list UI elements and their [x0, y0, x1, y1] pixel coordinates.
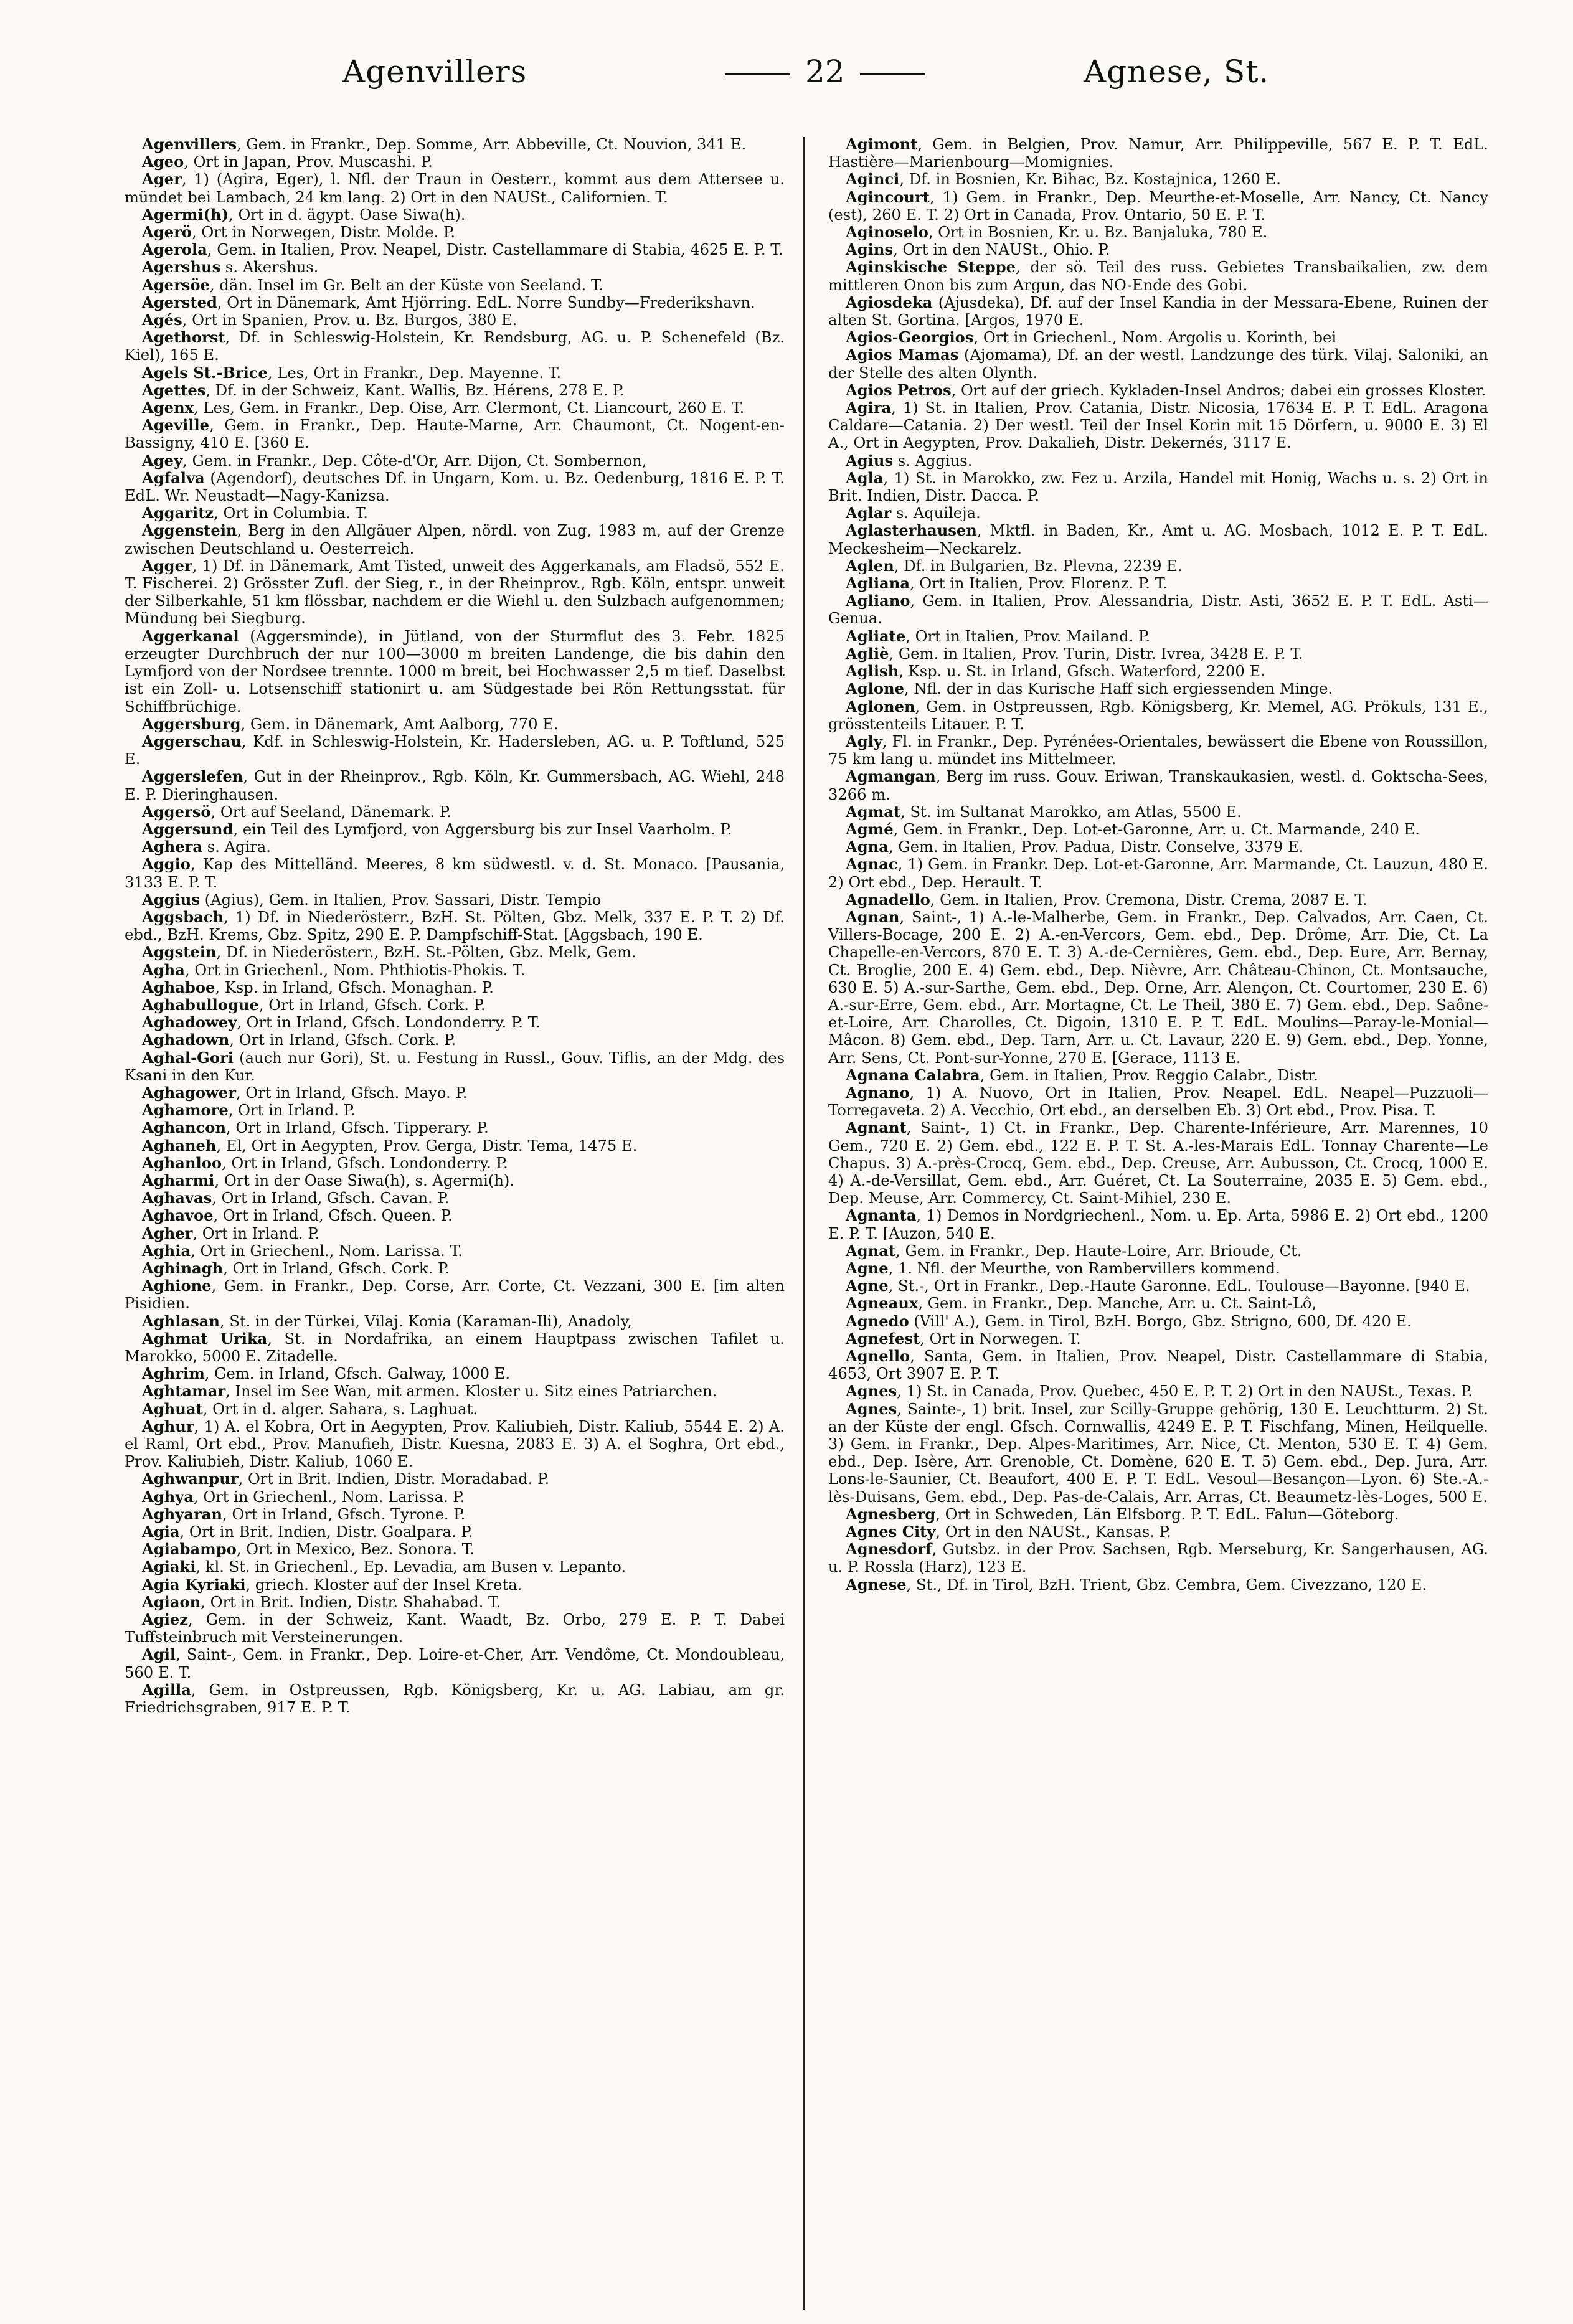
dictionary-entry: Agia Kyriaki, griech. Kloster auf der Insel Kreta.	[142, 1575, 522, 1594]
entry-headword: Agenvillers	[142, 136, 237, 153]
entry-headword: Agne	[846, 1277, 889, 1295]
entry-headword: Agenx	[142, 399, 194, 417]
entry-headword: Agermi(h)	[142, 205, 229, 224]
entry-headword: Aginskische Steppe	[846, 258, 1016, 276]
header-left-term: Agenvillers	[342, 54, 527, 90]
dictionary-entry: Agla, 1) St. in Marokko, zw. Fez u. Arzila, Handel mit Honig, Wachs u. s. 2) Ort in Brit. Indien, Distr. Dacca. P.	[828, 468, 1488, 505]
entry-headword: Agels St.-Brice	[142, 363, 268, 382]
dictionary-entry: Agenx, Les, Gem. in Frankr., Dep. Oise, Arr. Clermont, Ct. Liancourt, 260 E. T.	[142, 399, 745, 417]
entry-headword: Agethorst	[142, 328, 225, 347]
dictionary-entry: Agenvillers, Gem. in Frankr., Dep. Somme, Arr. Abbeville, Ct. Nouvion, 341 E.	[142, 136, 747, 153]
entry-headword: Aghuat	[142, 1399, 203, 1418]
dictionary-entry: Aghavoe, Ort in Irland, Gfsch. Queen. P.	[142, 1206, 453, 1225]
dictionary-entry: Agmangan, Berg im russ. Gouv. Eriwan, Transkaukasien, westl. d. Goktscha-Sees, 3266 m.	[828, 767, 1488, 803]
dictionary-entry: Agnello, Santa, Gem. in Italien, Prov. Neapel, Distr. Castellammare di Stabia, 4653, Ort 3907 E. P. T.	[828, 1347, 1488, 1383]
entry-headword: Agius	[846, 451, 894, 470]
entry-headword: Agins	[846, 240, 894, 259]
dictionary-entry: Agna, Gem. in Italien, Prov. Padua, Distr. Conselve, 3379 E.	[846, 838, 1304, 856]
entry-headword: Aggersund	[142, 820, 234, 838]
entry-headword: Agnese	[846, 1575, 907, 1594]
entry-headword: Agia	[142, 1523, 180, 1541]
entry-headword: Agher	[142, 1224, 193, 1242]
entry-headword: Aggio	[142, 855, 191, 874]
dictionary-entry: Agneaux, Gem. in Frankr., Dep. Manche, Arr. u. Ct. Saint-Lô,	[846, 1294, 1317, 1313]
entry-headword: Ageville	[142, 416, 210, 435]
entry-headword: Agiabampo	[142, 1540, 237, 1559]
dictionary-entry: Aghamore, Ort in Irland. P.	[142, 1101, 356, 1120]
dictionary-entry: Ageville, Gem. in Frankr., Dep. Haute-Marne, Arr. Chaumont, Ct. Nogent-en-Bassigny, 410 E. [360 E.	[125, 416, 785, 452]
entry-headword: Aglasterhausen	[846, 521, 977, 540]
dictionary-entry: Aggio, Kap des Mittelländ. Meeres, 8 km südwestl. v. d. St. Monaco. [Pausania, 3133 E. P. T.	[125, 855, 785, 891]
dictionary-entry: Agiosdeka (Ajusdeka), Df. auf der Insel Kandia in der Messara-Ebene, Ruinen der alten St. Gortina. [Argos, 1970 E.	[828, 293, 1488, 329]
entry-headword: Agliate	[846, 626, 906, 645]
entry-headword: Aghtamar	[142, 1382, 226, 1401]
dictionary-entry: Agios Mamas (Ajomama), Df. an der westl. Landzunge des türk. Vilaj. Saloniki, an der Stelle des alten Olynth.	[828, 346, 1488, 382]
dictionary-entry: Agnano, 1) A. Nuovo, Ort in Italien, Prov. Neapel. EdL. Neapel—Puzzuoli—Torregaveta. 2) A. Vecchio, Ort ebd., an derselben Eb. 3) Ort ebd., Prov. Pisa. T.	[828, 1083, 1488, 1120]
entry-headword: Agershus	[142, 258, 221, 276]
entry-headword: Aggstein	[142, 943, 217, 961]
entry-headword: Agimont	[846, 136, 918, 153]
dictionary-entry: Aghlasan, St. in der Türkei, Vilaj. Konia (Karaman-Ili), Anadoly,	[142, 1311, 632, 1330]
dictionary-entry: Aghyaran, Ort in Irland, Gfsch. Tyrone. P.	[142, 1504, 466, 1523]
entry-headword: Agnesberg	[846, 1504, 936, 1523]
dictionary-entry: Agnes, Sainte-, 1) brit. Insel, zur Scilly-Gruppe gehörig, 130 E. Leuchtturm. 2) St. an der Küste der engl. Gfsch. Cornwallis, 4249 E. P. T. Fischfang, Minen, Heilquelle. 3) Gem. in Frankr., Dep. Alpes-Maritimes, Arr. Nice, Ct. Menton, 530 E. T. 4) Gem. ebd., Dep. Isère, Arr. Grenoble, Ct. Domène, 620 E. T. 5) Gem. ebd., Dep. Jura, Arr. Lons-le-Saunier, Ct. Beaufort, 400 E. P. T. EdL. Vesoul—Besançon—Lyon. 6) Ste.-A.-lès-Duisans, Gem. ebd., Dep. Pas-de-Calais, Arr. Arras, Ct. Beaumetz-lès-Loges, 500 E.	[828, 1399, 1488, 1506]
dictionary-entry: Aghur, 1) A. el Kobra, Ort in Aegypten, Prov. Kaliubieh, Distr. Kaliub, 5544 E. 2) A. el Raml, Ort ebd., Prov. Manufieh, Distr. Kuesna, 2083 E. 3) A. el Soghra, Ort ebd., Prov. Kaliubieh, Distr. Kaliub, 1060 E.	[125, 1417, 785, 1471]
dictionary-entry: Agiez, Gem. in der Schweiz, Kant. Waadt, Bz. Orbo, 279 E. P. T. Dabei Tuffsteinbruch mit Versteinerungen.	[125, 1610, 785, 1646]
dictionary-entry: Agliè, Gem. in Italien, Prov. Turin, Distr. Ivrea, 3428 E. P. T.	[846, 644, 1303, 663]
dictionary-entry: Agne, St.-, Ort in Frankr., Dep.-Haute Garonne. EdL. Toulouse—Bayonne. [940 E.	[846, 1277, 1470, 1295]
dictionary-entry: Agha, Ort in Griechenl., Nom. Phthiotis-Phokis. T.	[142, 960, 526, 979]
entry-headword: Agnanta	[846, 1206, 917, 1225]
entry-headword: Agia Kyriaki	[142, 1575, 246, 1594]
entry-headword: Agiaon	[142, 1592, 201, 1611]
entry-headword: Agnello	[846, 1347, 910, 1366]
entry-headword: Aghya	[142, 1487, 194, 1506]
entry-headword: Aghmat Urika	[142, 1329, 268, 1348]
entry-headword: Agey	[142, 451, 183, 470]
dictionary-entry: Aghione, Gem. in Frankr., Dep. Corse, Arr. Corte, Ct. Vezzani, 300 E. [im alten Pisidien.	[125, 1277, 785, 1313]
entry-headword: Agly	[846, 732, 882, 750]
entry-headword: Aghaboe	[142, 978, 215, 996]
dictionary-entry: Aglar s. Aquileja.	[846, 504, 981, 522]
dictionary-entry: Agios-Georgios, Ort in Griechenl., Nom. Argolis u. Korinth, bei	[846, 328, 1337, 347]
dictionary-entry: Aggerslefen, Gut in der Rheinprov., Rgb. Köln, Kr. Gummersbach, AG. Wiehl, 248 E. P. Dieringhausen.	[125, 767, 785, 803]
dictionary-entry: Agerola, Gem. in Italien, Prov. Neapel, Distr. Castellammare di Stabia, 4625 E. P. T.	[142, 240, 783, 259]
entry-headword: Agnes City	[846, 1523, 936, 1541]
entry-headword: Aggerkanal	[142, 626, 239, 645]
dictionary-entry: Aggersburg, Gem. in Dänemark, Amt Aalborg, 770 E.	[142, 714, 559, 733]
entry-headword: Aggenstein	[142, 521, 237, 540]
dictionary-entry: Agersöe, dän. Insel im Gr. Belt an der Küste von Seeland. T.	[142, 275, 604, 294]
dictionary-entry: Aghadown, Ort in Irland, Gfsch. Cork. P.	[142, 1031, 456, 1049]
entry-headword: Aghrim	[142, 1364, 205, 1383]
entry-headword: Aghagower	[142, 1083, 236, 1102]
dictionary-entry: Agins, Ort in den NAUSt., Ohio. P.	[846, 240, 1110, 259]
entry-headword: Aglen	[846, 556, 894, 575]
entry-headword: Agmangan	[846, 767, 936, 786]
dictionary-entry: Agershus s. Akershus.	[142, 258, 319, 276]
dictionary-entry: Agnadello, Gem. in Italien, Prov. Cremona, Distr. Crema, 2087 E. T.	[846, 890, 1368, 909]
dictionary-entry: Aghanloo, Ort in Irland, Gfsch. Londonderry. P.	[142, 1153, 508, 1172]
entry-headword: Agnefest	[846, 1329, 920, 1348]
page-header	[125, 54, 1463, 110]
entry-headword: Aghanloo	[142, 1153, 222, 1172]
dictionary-entry: Aghagower, Ort in Irland, Gfsch. Mayo. P.	[142, 1083, 468, 1102]
entry-headword: Aggaritz	[142, 504, 214, 522]
entry-headword: Aggsbach	[142, 907, 224, 926]
dictionary-entry: Agly, Fl. in Frankr., Dep. Pyrénées-Orientales, bewässert die Ebene von Roussillon, 75 km lang u. mündet ins Mittelmeer.	[828, 732, 1488, 768]
entry-headword: Agiez	[142, 1610, 188, 1629]
dictionary-entry: Agethorst, Df. in Schleswig-Holstein, Kr. Rendsburg, AG. u. P. Schenefeld (Bz. Kiel), 165 E.	[125, 328, 785, 364]
dictionary-entry: Aglonen, Gem. in Ostpreussen, Rgb. Königsberg, Kr. Memel, AG. Prökuls, 131 E., grösstenteils Litauer. P. T.	[828, 697, 1488, 733]
entry-headword: Aginoselo	[846, 223, 928, 242]
entry-headword: Aghabullogue	[142, 995, 259, 1014]
entry-headword: Aggius	[142, 890, 200, 909]
dictionary-entry: Aghavas, Ort in Irland, Gfsch. Cavan. P.	[142, 1189, 450, 1207]
dictionary-entry: Aghabullogue, Ort in Irland, Gfsch. Cork. P.	[142, 995, 486, 1014]
entry-headword: Agil	[142, 1645, 176, 1664]
entry-headword: Agettes	[142, 380, 206, 399]
dictionary-entry: Agira, 1) St. in Italien, Prov. Catania, Distr. Nicosia, 17634 E. P. T. EdL. Aragona Caldare—Catania. 2) Der westl. Teil der Insel Korin mit 15 Dörfern, u. 9000 E. 3) El A., Ort in Aegypten, Prov. Dakalieh, Distr. Dekernés, 3117 E.	[828, 399, 1488, 452]
entry-headword: Aghur	[142, 1417, 194, 1435]
header-rule-left	[725, 73, 790, 75]
dictionary-entry: Aglone, Nfl. der in das Kurische Haff sich ergiessenden Minge.	[846, 679, 1333, 698]
header-page-number-group	[710, 54, 940, 90]
entry-headword: Aghal-Gori	[142, 1048, 234, 1067]
entry-headword: Aghinagh	[142, 1259, 224, 1277]
dictionary-entry: Agnac, 1) Gem. in Frankr. Dep. Lot-et-Garonne, Arr. Marmande, Ct. Lauzun, 480 E. 2) Ort ebd., Dep. Herault. T.	[828, 855, 1488, 891]
entry-headword: Aginci	[846, 170, 900, 189]
dictionary-entry: Aggstein, Df. in Niederösterr., BzH. St.-Pölten, Gbz. Melk, Gem.	[142, 943, 636, 961]
entry-headword: Agla	[846, 468, 884, 487]
entry-headword: Aghadown	[142, 1031, 230, 1049]
right-column	[828, 136, 1488, 2315]
entry-headword: Ager	[142, 170, 182, 189]
entry-headword: Aggersö	[142, 802, 211, 821]
entry-headword: Agnes	[846, 1382, 897, 1401]
entry-headword: Agneaux	[846, 1294, 919, 1313]
dictionary-entry: Agels St.-Brice, Les, Ort in Frankr., Dep. Mayenne. T.	[142, 363, 562, 382]
dictionary-entry: Agiaki, kl. St. in Griechenl., Ep. Levadia, am Busen v. Lepanto.	[142, 1557, 626, 1576]
entry-headword: Agios-Georgios	[846, 328, 974, 347]
entry-headword: Agmat	[846, 802, 901, 821]
dictionary-entry: Agliano, Gem. in Italien, Prov. Alessandria, Distr. Asti, 3652 E. P. T. EdL. Asti—Genua.	[828, 592, 1488, 628]
entry-headword: Agne	[846, 1259, 889, 1277]
entry-headword: Aghera	[142, 838, 203, 856]
dictionary-entry: Agliana, Ort in Italien, Prov. Florenz. P. T.	[846, 574, 1168, 593]
dictionary-entry: Agnes City, Ort in den NAUSt., Kansas. P.	[846, 1523, 1171, 1541]
dictionary-entry: Agnan, Saint-, 1) A.-le-Malherbe, Gem. in Frankr., Dep. Calvados, Arr. Caen, Ct. Villers-Bocage, 200 E. 2) A.-en-Vercors, Gem. ebd., Dep. Drôme, Arr. Die, Ct. La Chapelle-en-Vercors, 870 E. T. 3) A.-de-Cernières, Gem. ebd., Dep. Eure, Arr. Bernay, Ct. Broglie, 200 E. 4) Gem. ebd., Dep. Nièvre, Arr. Château-Chinon, Ct. Montsauche, 630 E. 5) A.-sur-Sarthe, Gem. ebd., Dep. Orne, Arr. Alençon, Ct. Courtomer, 230 E. 6) A.-sur-Erre, Gem. ebd., Arr. Mortagne, Ct. Le Theil, 380 E. 7) Gem. ebd., Dep. Saône-et-Loire, Arr. Charolles, Ct. Digoin, 1310 E. P. T. EdL. Moulins—Paray-le-Monial—Mâcon. 8) Gem. ebd., Dep. Tarn, Arr. u. Ct. Lavaur, 220 E. 9) Gem. ebd., Dep. Yonne, Arr. Sens, Ct. Pont-sur-Yonne, 270 E. [Gerace, 1113 E.	[828, 907, 1488, 1067]
dictionary-entry: Aggerkanal (Aggersminde), in Jütland, von der Sturmflut des 3. Febr. 1825 erzeugter Durchbruch der nur 100—3000 m breiten Landenge, die bis dahin den Lymfjord von der Nordsee trennte. 1000 m breit, bei Hochwasser 2,5 m tief. Daselbst ist ein Zoll- u. Lotsenschiff stationirt u. am Südgestade bei Rön Rettungsstat. für Schiffbrüchige.	[125, 626, 785, 716]
entry-headword: Agharmi	[142, 1171, 215, 1189]
entry-headword: Agha	[142, 960, 185, 979]
entry-headword: Agés	[142, 311, 182, 329]
left-column	[125, 136, 785, 2315]
dictionary-entry: Agher, Ort in Irland. P.	[142, 1224, 320, 1242]
entry-headword: Aghia	[142, 1241, 191, 1260]
entry-headword: Agerö	[142, 223, 192, 242]
dictionary-entry: Aggsbach, 1) Df. in Niederösterr., BzH. St. Pölten, Gbz. Melk, 337 E. P. T. 2) Df. ebd., BzH. Krems, Gbz. Spitz, 290 E. P. Dampfschiff-Stat. [Aggsbach, 190 E.	[125, 907, 785, 944]
dictionary-entry: Agnes, 1) St. in Canada, Prov. Quebec, 450 E. P. T. 2) Ort in den NAUSt., Texas. P.	[846, 1382, 1473, 1401]
dictionary-entry: Aghia, Ort in Griechenl., Nom. Larissa. T.	[142, 1241, 463, 1260]
dictionary-entry: Aglish, Ksp. u. St. in Irland, Gfsch. Waterford, 2200 E.	[846, 662, 1265, 681]
entry-headword: Agnes	[846, 1399, 897, 1418]
header-right-term: Agnese, St.	[1084, 54, 1270, 90]
dictionary-entry: Agnant, Saint-, 1) Ct. in Frankr., Dep. Charente-Inférieure, Arr. Marennes, 10 Gem., 720 E. 2) Gem. ebd., 122 E. P. T. St. A.-les-Marais EdL. Tonnay Charente—Le Chapus. 3) A.-près-Crocq, Gem. ebd., Dep. Creuse, Arr. Aubusson, Ct. Crocq, 1000 E. 4) A.-de-Versillat, Gem. ebd., Arr. Guéret, Ct. La Souterraine, 2035 E. 5) Gem. ebd., Dep. Meuse, Arr. Commercy, Ct. Saint-Mihiel, 230 E.	[828, 1118, 1488, 1207]
dictionary-entry: Aghancon, Ort in Irland, Gfsch. Tipperary. P.	[142, 1118, 489, 1137]
entry-headword: Agliana	[846, 574, 910, 593]
dictionary-entry: Aghadowey, Ort in Irland, Gfsch. Londonderry. P. T.	[142, 1013, 541, 1032]
entry-headword: Aggerslefen	[142, 767, 243, 786]
entry-headword: Agliè	[846, 644, 889, 663]
column-divider	[803, 137, 805, 2310]
entry-headword: Aggerschau	[142, 732, 242, 750]
entry-headword: Agmé	[846, 820, 894, 838]
dictionary-entry: Aghuat, Ort in d. alger. Sahara, s. Laghuat.	[142, 1399, 478, 1418]
dictionary-entry: Aggerschau, Kdf. in Schleswig-Holstein, Kr. Hadersleben, AG. u. P. Toftlund, 525 E.	[125, 732, 785, 768]
dictionary-entry: Aginci, Df. in Bosnien, Kr. Bihac, Bz. Kostajnica, 1260 E.	[846, 170, 1281, 189]
entry-headword: Agiosdeka	[846, 293, 933, 311]
dictionary-entry: Aghrim, Gem. in Irland, Gfsch. Galway, 1000 E.	[142, 1364, 511, 1383]
dictionary-entry: Agliate, Ort in Italien, Prov. Mailand. P.	[846, 626, 1151, 645]
entry-headword: Agilla	[142, 1680, 191, 1699]
dictionary-entry: Agnana Calabra, Gem. in Italien, Prov. Reggio Calabr., Distr.	[846, 1065, 1318, 1084]
entry-headword: Agnat	[846, 1241, 896, 1260]
dictionary-entry: Aghmat Urika, St. in Nordafrika, an einem Hauptpass zwischen Tafilet u. Marokko, 5000 E. Zitadelle.	[125, 1329, 785, 1366]
entry-headword: Aghyaran	[142, 1504, 222, 1523]
entry-headword: Aghavas	[142, 1189, 212, 1207]
entry-headword: Agincourt	[846, 187, 930, 206]
dictionary-entry: Agersted, Ort in Dänemark, Amt Hjörring. EdL. Norre Sundby—Frederikshavn.	[142, 293, 755, 311]
dictionary-entry: Aggius (Agius), Gem. in Italien, Prov. Sassari, Distr. Tempio	[142, 890, 602, 909]
entry-headword: Agnant	[846, 1118, 907, 1137]
entry-headword: Agnan	[846, 907, 900, 926]
dictionary-entry: Agger, 1) Df. in Dänemark, Amt Tisted, unweit des Aggerkanals, am Fladsö, 552 E. T. Fischerei. 2) Grösster Zufl. der Sieg, r., in der Rheinprov., Rgb. Köln, entspr. unweit der Silberkahle, 51 km flössbar, nachdem er die Wiehl u. den Sulzbach aufgenommen; Mündung bei Siegburg.	[125, 556, 785, 628]
dictionary-entry: Aggaritz, Ort in Columbia. T.	[142, 504, 368, 522]
entry-headword: Aghancon	[142, 1118, 226, 1137]
entry-headword: Agiaki	[142, 1557, 196, 1576]
dictionary-entry: Agne, 1. Nfl. der Meurthe, von Rambervillers kommend.	[846, 1259, 1280, 1277]
dictionary-entry: Agmat, St. im Sultanat Marokko, am Atlas, 5500 E.	[846, 802, 1242, 821]
dictionary-entry: Aggersund, ein Teil des Lymfjord, von Aggersburg bis zur Insel Vaarholm. P.	[142, 820, 732, 838]
dictionary-entry: Aggenstein, Berg in den Allgäuer Alpen, nördl. von Zug, 1983 m, auf der Grenze zwischen Deutschland u. Oesterreich.	[125, 521, 785, 557]
entry-headword: Aghamore	[142, 1101, 229, 1120]
dictionary-entry: Aghaboe, Ksp. in Irland, Gfsch. Monaghan. P.	[142, 978, 494, 996]
entry-headword: Agnana Calabra	[846, 1065, 980, 1084]
entry-headword: Aghadowey	[142, 1013, 237, 1032]
dictionary-entry: Aghera s. Agira.	[142, 838, 271, 856]
dictionary-entry: Agios Petros, Ort auf der griech. Kykladen-Insel Andros; dabei ein grosses Kloster.	[846, 380, 1486, 399]
dictionary-entry: Agiaon, Ort in Brit. Indien, Distr. Shahabad. T.	[142, 1592, 501, 1611]
entry-headword: Agna	[846, 838, 889, 856]
dictionary-entry: Aghal-Gori (auch nur Gori), St. u. Festung in Russl., Gouv. Tiflis, an der Mdg. des Ksani in den Kur.	[125, 1048, 785, 1084]
dictionary-entry: Aglen, Df. in Bulgarien, Bz. Plevna, 2239 E.	[846, 556, 1183, 575]
entry-headword: Aghwanpur	[142, 1470, 239, 1488]
dictionary-entry: Agiabampo, Ort in Mexico, Bez. Sonora. T.	[142, 1540, 475, 1559]
entry-headword: Agger	[142, 556, 192, 575]
dictionary-entry: Agincourt, 1) Gem. in Frankr., Dep. Meurthe-et-Moselle, Arr. Nancy, Ct. Nancy (est), 260 E. T. 2) Ort in Canada, Prov. Ontario, 50 E. P. T.	[828, 187, 1488, 224]
entry-headword: Agliano	[846, 592, 910, 610]
dictionary-entry: Aginoselo, Ort in Bosnien, Kr. u. Bz. Banjaluka, 780 E.	[846, 223, 1268, 242]
dictionary-entry: Ager, 1) (Agira, Eger), l. Nfl. der Traun in Oesterr., kommt aus dem Attersee u. mündet bei Lambach, 24 km lang. 2) Ort in den NAUSt., Californien. T.	[125, 170, 785, 206]
dictionary-entry: Agnanta, 1) Demos in Nordgriechenl., Nom. u. Ep. Arta, 5986 E. 2) Ort ebd., 1200 E. P. T. [Auzon, 540 E.	[828, 1206, 1488, 1242]
entry-headword: Aghione	[142, 1277, 212, 1295]
dictionary-entry: Agnese, St., Df. in Tirol, BzH. Trient, Gbz. Cembra, Gem. Civezzano, 120 E.	[846, 1575, 1427, 1594]
dictionary-entry: Aghaneh, El, Ort in Aegypten, Prov. Gerga, Distr. Tema, 1475 E.	[142, 1136, 638, 1155]
entry-headword: Agnesdorf	[846, 1540, 932, 1559]
dictionary-entry: Ageo, Ort in Japan, Prov. Muscashi. P.	[142, 153, 433, 171]
entry-headword: Agfalva	[142, 468, 205, 487]
dictionary-entry: Agerö, Ort in Norwegen, Distr. Molde. P.	[142, 223, 456, 242]
entry-headword: Agios Mamas	[846, 346, 959, 364]
dictionary-entry: Agettes, Df. in der Schweiz, Kant. Wallis, Bz. Hérens, 278 E. P.	[142, 380, 625, 399]
dictionary-entry: Aghwanpur, Ort in Brit. Indien, Distr. Moradabad. P.	[142, 1470, 550, 1488]
dictionary-entry: Agnesberg, Ort in Schweden, Län Elfsborg. P. T. EdL. Falun—Göteborg.	[846, 1504, 1399, 1523]
dictionary-entry: Agnat, Gem. in Frankr., Dep. Haute-Loire, Arr. Brioude, Ct.	[846, 1241, 1302, 1260]
dictionary-entry: Aginskische Steppe, der sö. Teil des russ. Gebietes Transbaikalien, zw. dem mittleren Onon bis zum Argun, das NO-Ende des Gobi.	[828, 258, 1488, 294]
dictionary-entry: Agey, Gem. in Frankr., Dep. Côte-d'Or, Arr. Dijon, Ct. Sombernon,	[142, 451, 647, 470]
dictionary-entry: Aghinagh, Ort in Irland, Gfsch. Cork. P.	[142, 1259, 450, 1277]
entry-headword: Agnedo	[846, 1311, 909, 1330]
dictionary-entry: Agnefest, Ort in Norwegen. T.	[846, 1329, 1081, 1348]
dictionary-entry: Agilla, Gem. in Ostpreussen, Rgb. Königsberg, Kr. u. AG. Labiau, am gr. Friedrichsgraben, 917 E. P. T.	[125, 1680, 785, 1717]
entry-headword: Agnano	[846, 1083, 910, 1102]
entry-headword: Agersöe	[142, 275, 210, 294]
page-number: 22	[805, 54, 845, 90]
dictionary-entry: Agnesdorf, Gutsbz. in der Prov. Sachsen, Rgb. Merseburg, Kr. Sangerhausen, AG. u. P. Rossla (Harz), 123 E.	[828, 1540, 1488, 1576]
dictionary-entry: Agermi(h), Ort in d. ägypt. Oase Siwa(h).	[142, 205, 466, 224]
entry-headword: Aghaneh	[142, 1136, 217, 1155]
entry-headword: Agios Petros	[846, 380, 952, 399]
dictionary-entry: Agmé, Gem. in Frankr., Dep. Lot-et-Garonne, Arr. u. Ct. Marmande, 240 E.	[846, 820, 1420, 838]
dictionary-entry: Agil, Saint-, Gem. in Frankr., Dep. Loire-et-Cher, Arr. Vendôme, Ct. Mondoubleau, 560 E. T.	[125, 1645, 785, 1681]
entry-headword: Agnac	[846, 855, 898, 874]
dictionary-entry: Agharmi, Ort in der Oase Siwa(h), s. Agermi(h).	[142, 1171, 515, 1189]
dictionary-entry: Agnedo (Vill' A.), Gem. in Tirol, BzH. Borgo, Gbz. Strigno, 600, Df. 420 E.	[846, 1311, 1412, 1330]
dictionary-entry: Agfalva (Agendorf), deutsches Df. in Ungarn, Kom. u. Bz. Oedenburg, 1816 E. P. T. EdL. Wr. Neustadt—Nagy-Kanizsa.	[125, 468, 785, 505]
entry-headword: Aglish	[846, 662, 899, 681]
dictionary-entry: Agius s. Aggius.	[846, 451, 973, 470]
entry-headword: Aghlasan	[142, 1311, 220, 1330]
dictionary-entry: Aghtamar, Insel im See Wan, mit armen. Kloster u. Sitz eines Patriarchen.	[142, 1382, 717, 1401]
entry-headword: Ageo	[142, 153, 184, 171]
entry-headword: Agira	[846, 399, 892, 417]
entry-headword: Aglonen	[846, 697, 915, 716]
dictionary-entry: Aggersö, Ort auf Seeland, Dänemark. P.	[142, 802, 451, 821]
entry-headword: Aglone	[846, 679, 904, 698]
entry-headword: Aghavoe	[142, 1206, 214, 1225]
dictionary-entry: Agés, Ort in Spanien, Prov. u. Bz. Burgos, 380 E.	[142, 311, 517, 329]
dictionary-entry: Agia, Ort in Brit. Indien, Distr. Goalpara. P.	[142, 1523, 473, 1541]
dictionary-entry: Agimont, Gem. in Belgien, Prov. Namur, Arr. Philippeville, 567 E. P. T. EdL. Hastière—Marienbourg—Momignies.	[828, 136, 1488, 171]
entry-headword: Aggersburg	[142, 714, 241, 733]
dictionary-entry: Aghya, Ort in Griechenl., Nom. Larissa. P.	[142, 1487, 465, 1506]
entry-headword: Agersted	[142, 293, 217, 311]
entry-headword: Agnadello	[846, 890, 930, 909]
header-rule-right	[860, 73, 925, 75]
entry-headword: Aglar	[846, 504, 892, 522]
dictionary-entry: Aglasterhausen, Mktfl. in Baden, Kr., Amt u. AG. Mosbach, 1012 E. P. T. EdL. Meckesheim—Neckarelz.	[828, 521, 1488, 557]
entry-headword: Agerola	[142, 240, 207, 259]
